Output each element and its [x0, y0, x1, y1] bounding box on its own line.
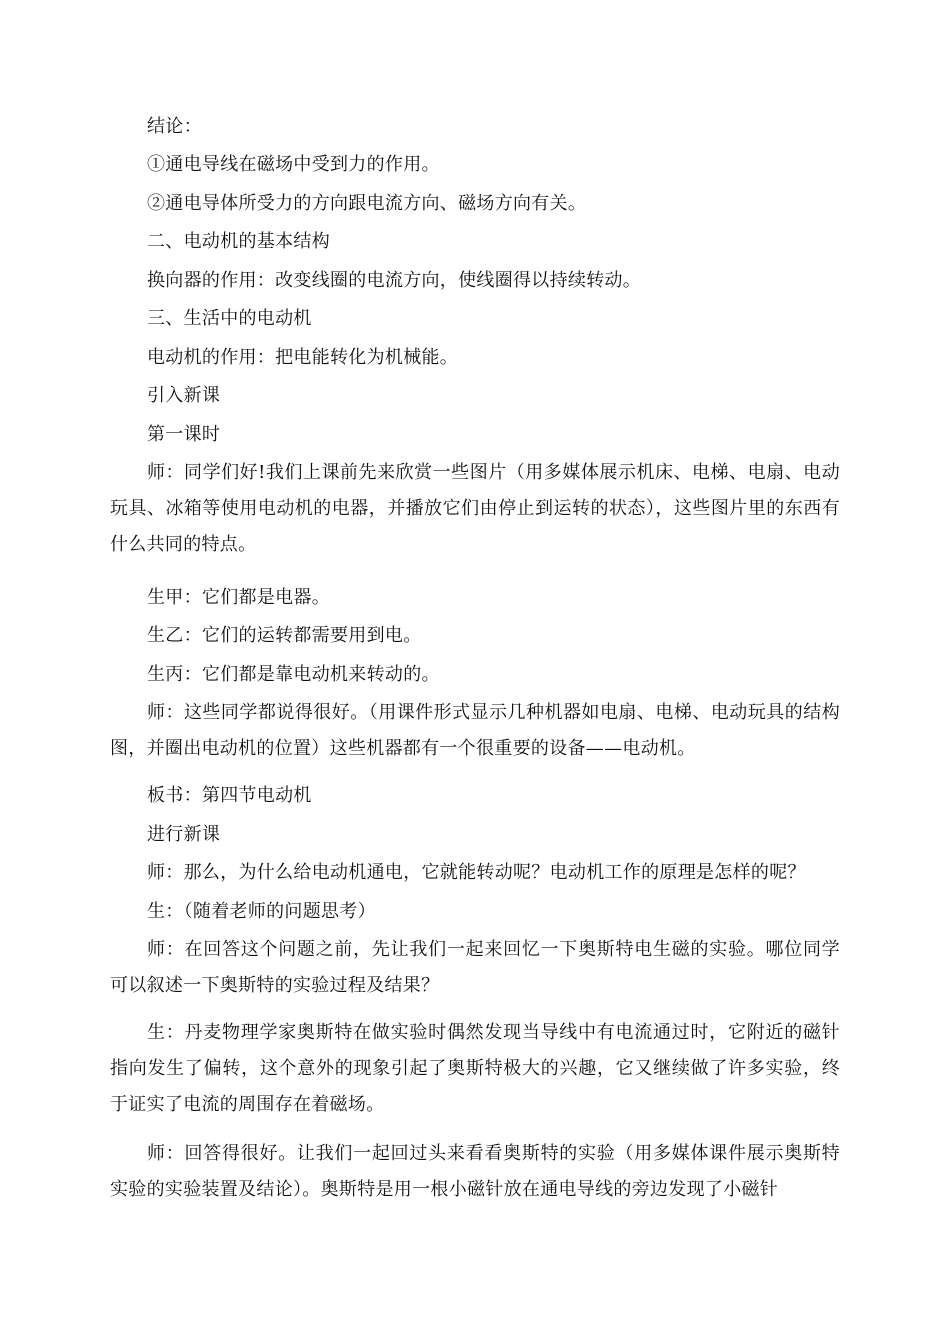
section-heading-motors-in-life: 三、生活中的电动机: [147, 308, 312, 329]
student-c-reply: 生丙：它们都是靠电动机来转动的。: [147, 664, 440, 685]
student-thinking: 生：（随着老师的问题思考）: [147, 901, 376, 922]
teacher-structure-paragraph: 师：这些同学都说得很好。（用课件形式显示几种机器如电扇、电梯、电动玩具的结构图，并圈出电动机的位置）这些机器都有一个很重要的设备——电动机。: [110, 702, 840, 759]
new-lesson-heading: 进行新课: [147, 824, 221, 845]
first-period: 第一课时: [147, 424, 221, 445]
teacher-oersted-question: 师：在回答这个问题之前，先让我们一起来回忆一下奥斯特电生磁的实验。哪位同学可以叙述一下奥斯特的实验过程及结果？: [110, 939, 840, 996]
motor-function: 电动机的作用：把电能转化为机械能。: [147, 347, 459, 368]
conclusion-point-2: ②通电导体所受力的方向跟电流方向、磁场方向有关。: [147, 193, 587, 214]
conclusion-point-1: ①通电导线在磁场中受到力的作用。: [147, 154, 440, 175]
conclusion-heading: 结论：: [147, 116, 202, 137]
student-oersted-answer: 生：丹麦物理学家奥斯特在做实验时偶然发现当导线中有电流通过时，它附近的磁针指向发生了偏转，这个意外的现象引起了奥斯特极大的兴趣，它又继续做了许多实验，终于证实了电流的周围存在着磁场。: [110, 1022, 840, 1115]
student-b-reply: 生乙：它们的运转都需要用到电。: [147, 625, 422, 646]
student-a-reply: 生甲：它们都是电器。: [147, 587, 330, 608]
commutator-function: 换向器的作用：改变线圈的电流方向，使线圈得以持续转动。: [147, 270, 642, 291]
teacher-pictures-paragraph: 师：同学们好!我们上课前先来欣赏一些图片（用多媒体展示机床、电梯、电扇、电动玩具、冰箱等使用电动机的电器，并播放它们由停止到运转的状态），这些图片里的东西有什么共同的特点。: [110, 462, 840, 555]
blackboard-title: 板书：第四节电动机: [147, 785, 312, 806]
teacher-question: 师：那么，为什么给电动机通电，它就能转动呢？电动机工作的原理是怎样的呢？: [147, 862, 806, 883]
intro-new-lesson: 引入新课: [147, 385, 221, 406]
teacher-oersted-review: 师：回答得很好。让我们一起回过头来看看奥斯特的实验（用多媒体课件展示奥斯特实验的实验装置及结论）。奥斯特是用一根小磁针放在通电导线的旁边发现了小磁针: [110, 1143, 840, 1200]
section-heading-motor-structure: 二、电动机的基本结构: [147, 231, 330, 252]
